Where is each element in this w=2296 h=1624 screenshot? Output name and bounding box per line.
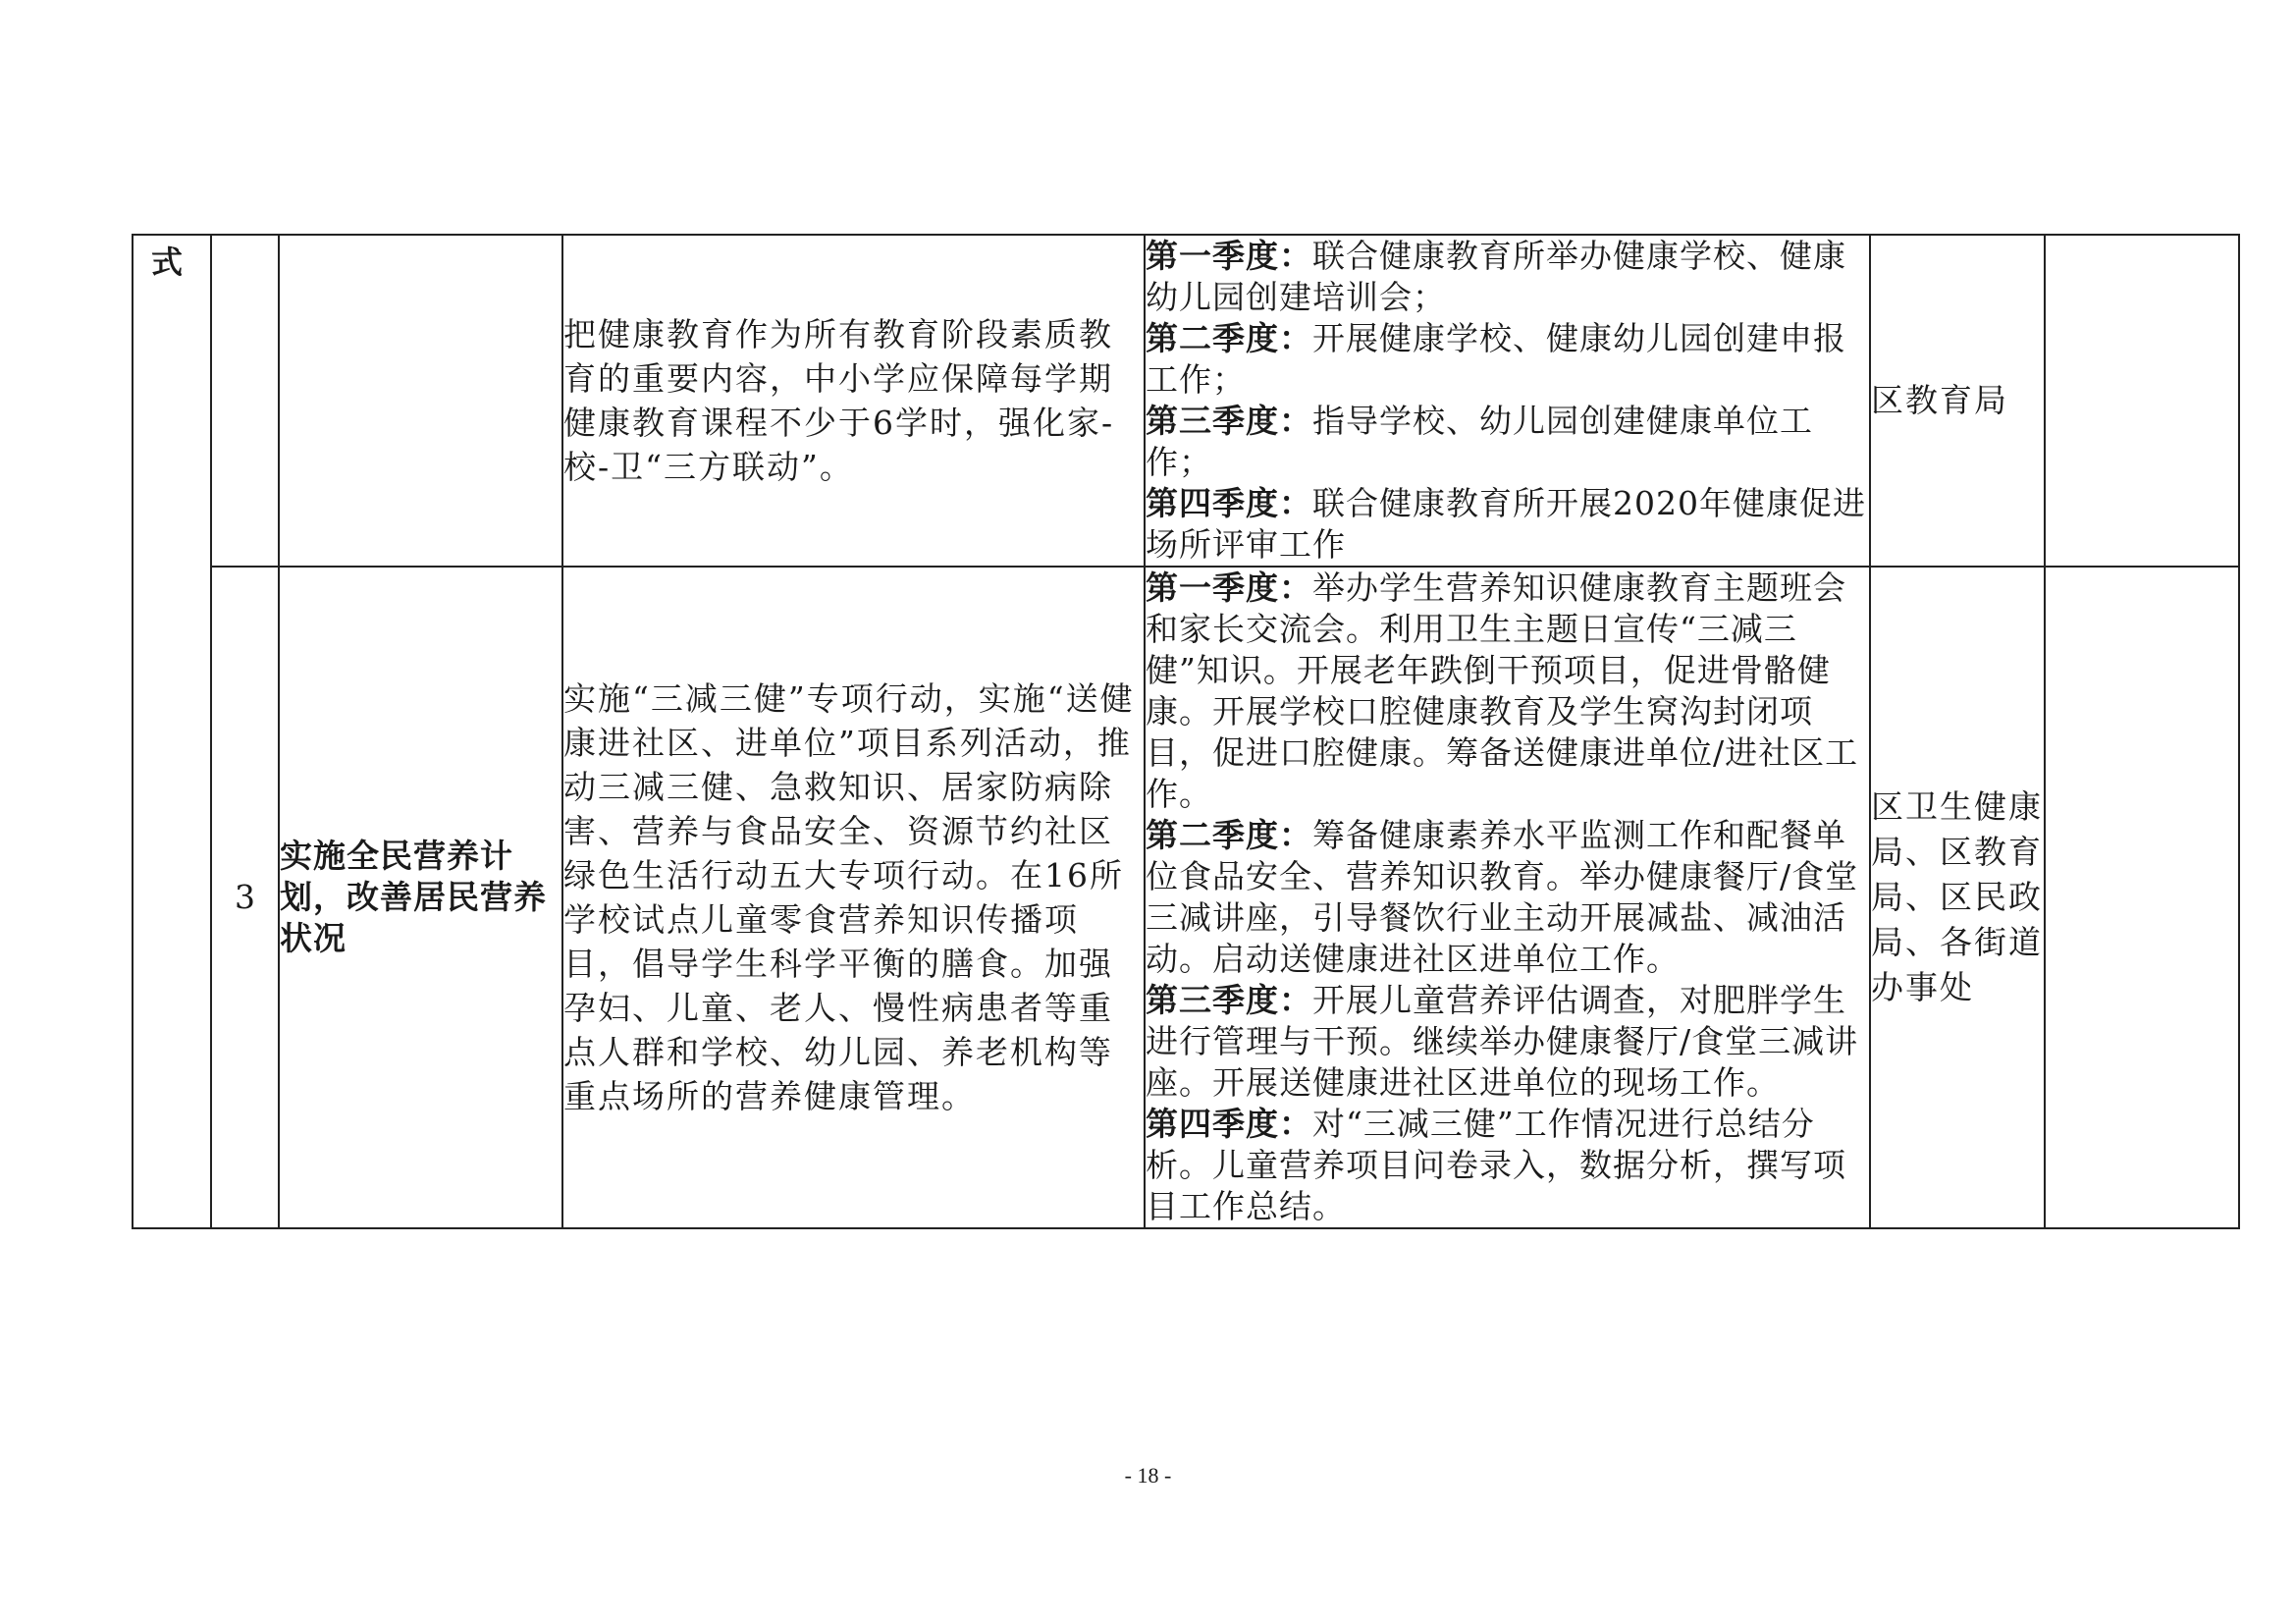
responsible-department: 区教育局 (1871, 381, 2008, 419)
quarter-text: 筹备健康素养水平监测工作和配餐单位食品安全、营养知识教育。举办健康餐厅/食堂三减讲座，引导餐饮行业主动开展减盐、减油活动。启动送健康进社区进单位工作。 (1146, 816, 1859, 978)
work-plan-table (132, 234, 2240, 1229)
responsible-department: 区卫生健康局、区教育局、区民政局、各街道办事处 (1871, 787, 2043, 1006)
schedule-item (1146, 568, 1869, 815)
quarter-label: 第三季度： (1146, 402, 1312, 440)
row-number (211, 235, 279, 567)
category-cell (133, 235, 211, 1228)
table-row (133, 235, 2239, 567)
quarter-text: 开展健康学校、健康幼儿园创建申报工作； (1146, 319, 1846, 399)
category-label: 式 (151, 244, 184, 281)
task-description: 实施“三减三健”专项行动，实施“送健康进社区、进单位”项目系列活动，推动三减三健、急救知识、居家防病除害、营养与食品安全、资源节约社区绿色生活行动五大专项行动。在16所学校试点儿童零食营养知识传播项目，倡导学生科学平衡的膳食。加强孕妇、儿童、老人、慢性病患者等重点人群和学校、幼儿园、养老机构等重点场所的营养健康管理。 (563, 679, 1135, 1115)
schedule-item (1146, 318, 1869, 401)
table-row (133, 567, 2239, 1228)
quarter-label: 第二季度： (1146, 319, 1312, 357)
schedule-item (1146, 980, 1869, 1104)
quarter-label: 第四季度： (1146, 1105, 1312, 1143)
quarterly-schedule-cell (1145, 567, 1870, 1228)
quarter-label: 第一季度： (1146, 237, 1312, 275)
quarter-text: 联合健康教育所举办健康学校、健康幼儿园创建培训会； (1146, 237, 1846, 316)
note-cell (2045, 567, 2239, 1228)
schedule-item (1146, 236, 1869, 318)
task-description: 把健康教育作为所有教育阶段素质教育的重要内容，中小学应保障每学期健康教育课程不少于6学时，强化家-校-卫“三方联动”。 (563, 315, 1115, 486)
quarter-label: 第三季度： (1146, 981, 1312, 1019)
schedule-item (1146, 401, 1869, 483)
quarterly-schedule-cell (1145, 235, 1870, 567)
responsible-department-cell (1870, 567, 2045, 1228)
responsible-department-cell (1870, 235, 2045, 567)
quarter-label: 第四季度： (1146, 484, 1312, 522)
row-number: 3 (211, 567, 279, 1228)
page-number: - 18 - (1124, 1463, 1172, 1488)
quarter-text: 对“三减三健”工作情况进行总结分析。儿童营养项目问卷录入，数据分析，撰写项目工作总结。 (1146, 1105, 1846, 1225)
quarter-text: 举办学生营养知识健康教育主题班会和家长交流会。利用卫生主题日宣传“三减三健”知识。开展老年跌倒干预项目，促进骨骼健康。开展学校口腔健康教育及学生窝沟封闭项目，促进口腔健康。筹备送健康进单位/进社区工作。 (1146, 568, 1859, 813)
task-title (279, 235, 562, 567)
quarter-text: 指导学校、幼儿园创建健康单位工作； (1146, 402, 1813, 481)
task-description-cell (562, 567, 1145, 1228)
quarter-text: 开展儿童营养评估调查，对肥胖学生进行管理与干预。继续举办健康餐厅/食堂三减讲座。开展送健康进社区进单位的现场工作。 (1146, 981, 1859, 1102)
schedule-item (1146, 483, 1869, 566)
task-description-cell (562, 235, 1145, 567)
quarter-text: 联合健康教育所开展2020年健康促进场所评审工作 (1146, 484, 1866, 564)
quarter-label: 第二季度： (1146, 816, 1312, 854)
note-cell (2045, 235, 2239, 567)
task-title: 实施全民营养计划，改善居民营养状况 (279, 567, 562, 1228)
schedule-item (1146, 815, 1869, 980)
quarter-label: 第一季度： (1146, 568, 1312, 607)
schedule-item (1146, 1104, 1869, 1227)
